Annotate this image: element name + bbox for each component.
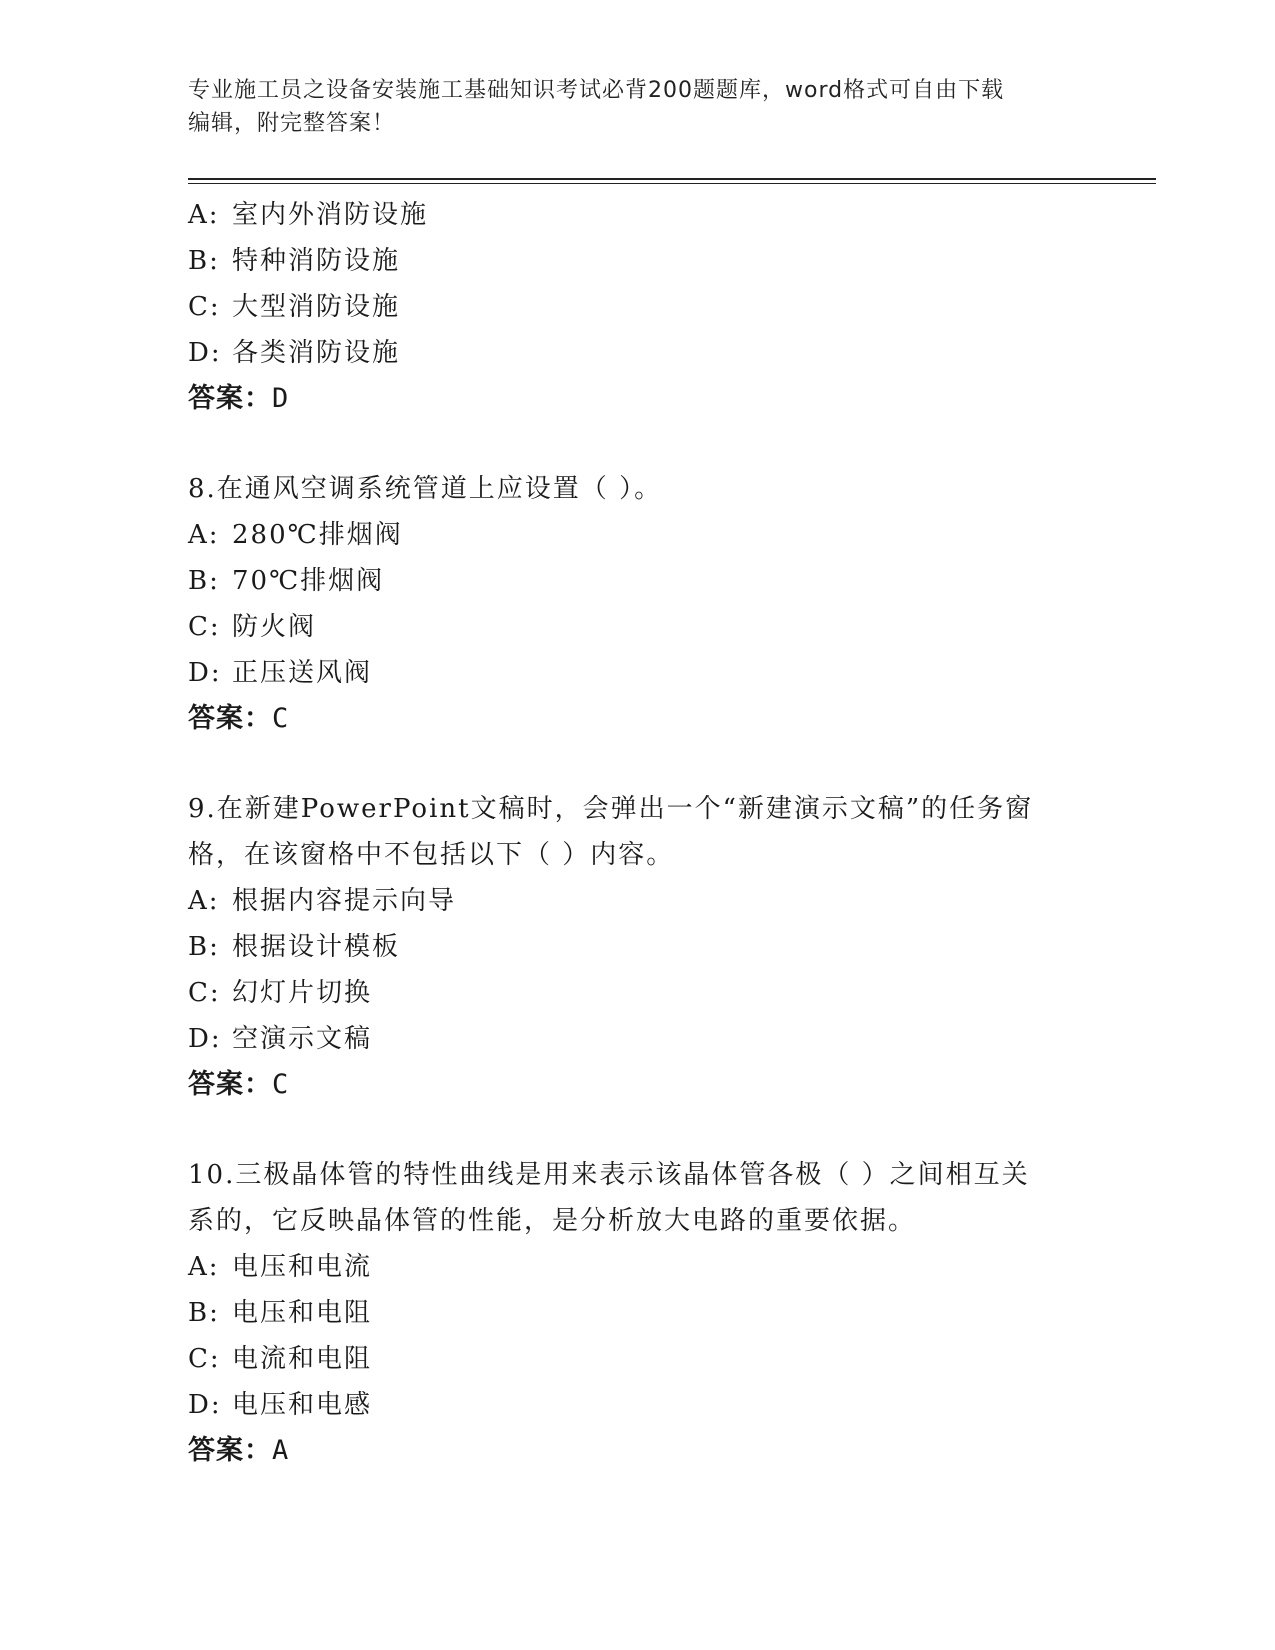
option-d: D: 正压送风阀 xyxy=(188,658,373,688)
question-9 xyxy=(188,786,1088,1108)
answer: 答案：D xyxy=(188,383,290,414)
option-b: B: 根据设计模板 xyxy=(188,932,401,962)
option-c: C: 大型消防设施 xyxy=(188,292,401,322)
page-header xyxy=(188,74,1088,140)
option-d: D: 空演示文稿 xyxy=(188,1024,373,1054)
option-b: B: 特种消防设施 xyxy=(188,246,401,276)
option-a: A: 室内外消防设施 xyxy=(188,200,429,230)
question-text-line-1: 9.在新建PowerPoint文稿时，会弹出一个“新建演示文稿”的任务窗 xyxy=(188,794,1034,824)
spacer xyxy=(188,1108,1088,1152)
question-list xyxy=(188,192,1088,1474)
option-c: C: 幻灯片切换 xyxy=(188,978,373,1008)
answer: 答案：C xyxy=(188,1069,290,1100)
question-7 xyxy=(188,192,1088,422)
option-a: A: 根据内容提示向导 xyxy=(188,886,457,916)
question-text-line-1: 10.三极晶体管的特性曲线是用来表示该晶体管各极（ ）之间相互关 xyxy=(188,1160,1030,1190)
header-rule-thick xyxy=(188,178,1156,180)
question-text-line-2: 格，在该窗格中不包括以下（ ）内容。 xyxy=(188,840,675,870)
option-b: B: 电压和电阻 xyxy=(188,1298,373,1328)
answer: 答案：C xyxy=(188,703,290,734)
option-a: A: 280℃排烟阀 xyxy=(188,520,403,550)
header-line-2: 编辑，附完整答案！ xyxy=(188,111,396,136)
option-d: D: 电压和电感 xyxy=(188,1390,373,1420)
option-d: D: 各类消防设施 xyxy=(188,338,401,368)
spacer xyxy=(188,742,1088,786)
header-line-1: 专业施工员之设备安装施工基础知识考试必背200题题库，word格式可自由下载 xyxy=(188,78,1005,103)
spacer xyxy=(188,422,1088,466)
header-rule-thin xyxy=(188,183,1156,184)
question-10 xyxy=(188,1152,1088,1474)
question-text-line-2: 系的，它反映晶体管的性能，是分析放大电路的重要依据。 xyxy=(188,1206,917,1236)
question-8 xyxy=(188,466,1088,742)
option-a: A: 电压和电流 xyxy=(188,1252,373,1282)
option-c: C: 防火阀 xyxy=(188,612,317,642)
option-c: C: 电流和电阻 xyxy=(188,1344,373,1374)
answer: 答案：A xyxy=(188,1435,290,1466)
question-text: 8.在通风空调系统管道上应设置（ ）。 xyxy=(188,474,663,504)
option-b: B: 70℃排烟阀 xyxy=(188,566,385,596)
